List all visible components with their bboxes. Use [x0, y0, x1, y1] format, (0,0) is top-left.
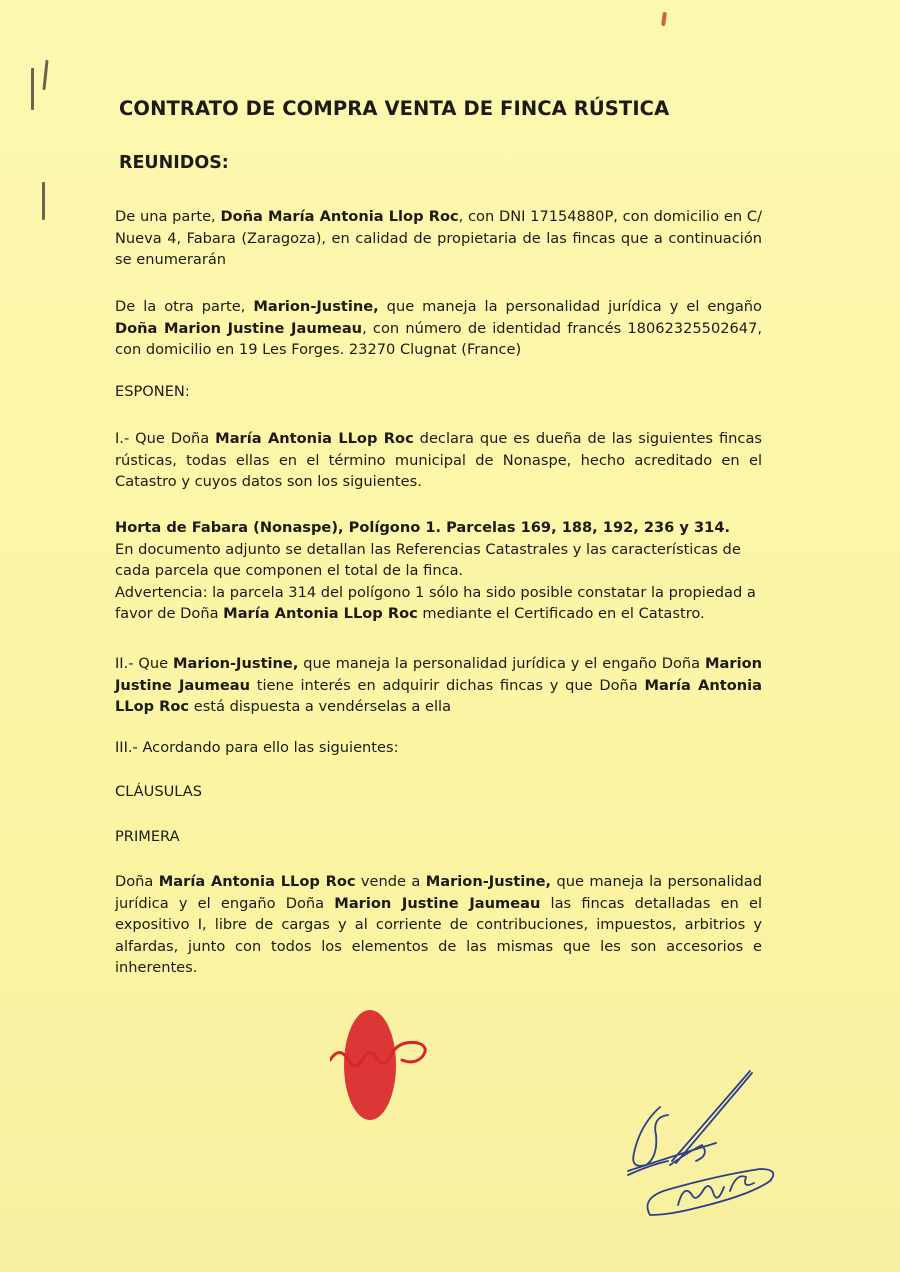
staple-icon: [42, 60, 48, 90]
text: De una parte,: [115, 208, 221, 225]
buyer-name: Doña Marion Justine Jaumeau: [115, 319, 363, 337]
text: que maneja la personalidad jurídica y el engaño: [378, 298, 762, 315]
buyer-alias: Marion-Justine,: [425, 873, 552, 890]
buyer-name: Marion Justine Jaumeau: [334, 894, 541, 912]
text: , con DNI 17154880P, con domicilio en C/ Nueva 4, Fabara (Zaragoza), en calidad de propietaria de las fincas que a continuación se enumerarán: [115, 208, 762, 268]
paragraph-parcelas: [115, 517, 765, 625]
text: que maneja la personalidad jurídica y el engaño Doña: [115, 873, 763, 912]
paragraph-parte-vendedora: [115, 206, 762, 271]
label-esponen: ESPONEN:: [115, 383, 190, 400]
ink-mark: [661, 12, 667, 26]
text: tiene interés en adquirir dichas fincas y que Doña: [249, 676, 645, 694]
seller-name: María Antonia LLop Roc: [215, 430, 414, 447]
handwritten-signature: [610, 1065, 790, 1235]
text: está dispuesta a vendérselas a ella: [189, 698, 452, 715]
document-title: CONTRATO DE COMPRA VENTA DE FINCA RÚSTICA: [119, 97, 670, 120]
text: vende a: [355, 873, 426, 890]
label-primera: PRIMERA: [115, 828, 180, 845]
text: Doña: [115, 873, 159, 890]
buyer-alias: Marion-Justine,: [253, 298, 379, 315]
text: Advertencia: la parcela 314 del polígono 1 sólo ha sido posible constatar la propiedad a favor de Doña: [115, 583, 756, 622]
staple-icon: [42, 182, 45, 220]
text: , con número de identidad francés 18062325502647, con domicilio en 19 Les Forges. 23270 Clugnat (France): [115, 319, 763, 358]
seller-name: María Antonia LLop Roc: [158, 873, 356, 890]
text: mediante el Certificado en el Catastro.: [417, 605, 705, 622]
paragraph-clausula-primera: [115, 871, 762, 979]
text: declara que es dueña de las siguientes fincas rústicas, todas ellas en el término municipal de Nonaspe, hecho acreditado en el Catastro y cuyos datos son los siguientes.: [115, 430, 762, 490]
text: En documento adjunto se detallan las Referencias Catastrales y las características de cada parcela que componen el total de la finca.: [115, 540, 741, 579]
buyer-alias: Marion-Justine,: [173, 655, 299, 672]
text: las fincas detalladas en el expositivo I, libre de cargas y al corriente de contribuciones, impuestos, arbitrios y alfardas, junto con todos los elementos de las mismas que les son accesorios e inherentes.: [115, 894, 763, 976]
paragraph-exponen-ii: [115, 653, 762, 718]
seller-name: María Antonia LLop Roc: [115, 676, 762, 715]
red-stamp: [330, 1005, 440, 1125]
parcelas-line: Horta de Fabara (Nonaspe), Polígono 1. Parcelas 169, 188, 192, 236 y 314.: [115, 519, 731, 536]
label-clausulas: CLÁUSULAS: [115, 783, 202, 800]
heading-reunidos: REUNIDOS:: [119, 153, 229, 173]
text: II.- Que: [115, 655, 174, 672]
paragraph-parte-compradora: [115, 296, 762, 361]
text: I.- Que Doña: [115, 430, 216, 447]
text: De la otra parte,: [115, 298, 254, 315]
text: que maneja la personalidad jurídica y el engaño Doña: [298, 655, 705, 672]
seller-name: María Antonia LLop Roc: [223, 605, 418, 622]
seller-name: Doña María Antonia Llop Roc: [220, 208, 459, 225]
paragraph-exponen-i: [115, 428, 762, 493]
paragraph-exponen-iii: III.- Acordando para ello las siguientes:: [115, 739, 399, 756]
buyer-name: Marion Justine Jaumeau: [115, 655, 762, 694]
staple-icon: [31, 68, 34, 110]
